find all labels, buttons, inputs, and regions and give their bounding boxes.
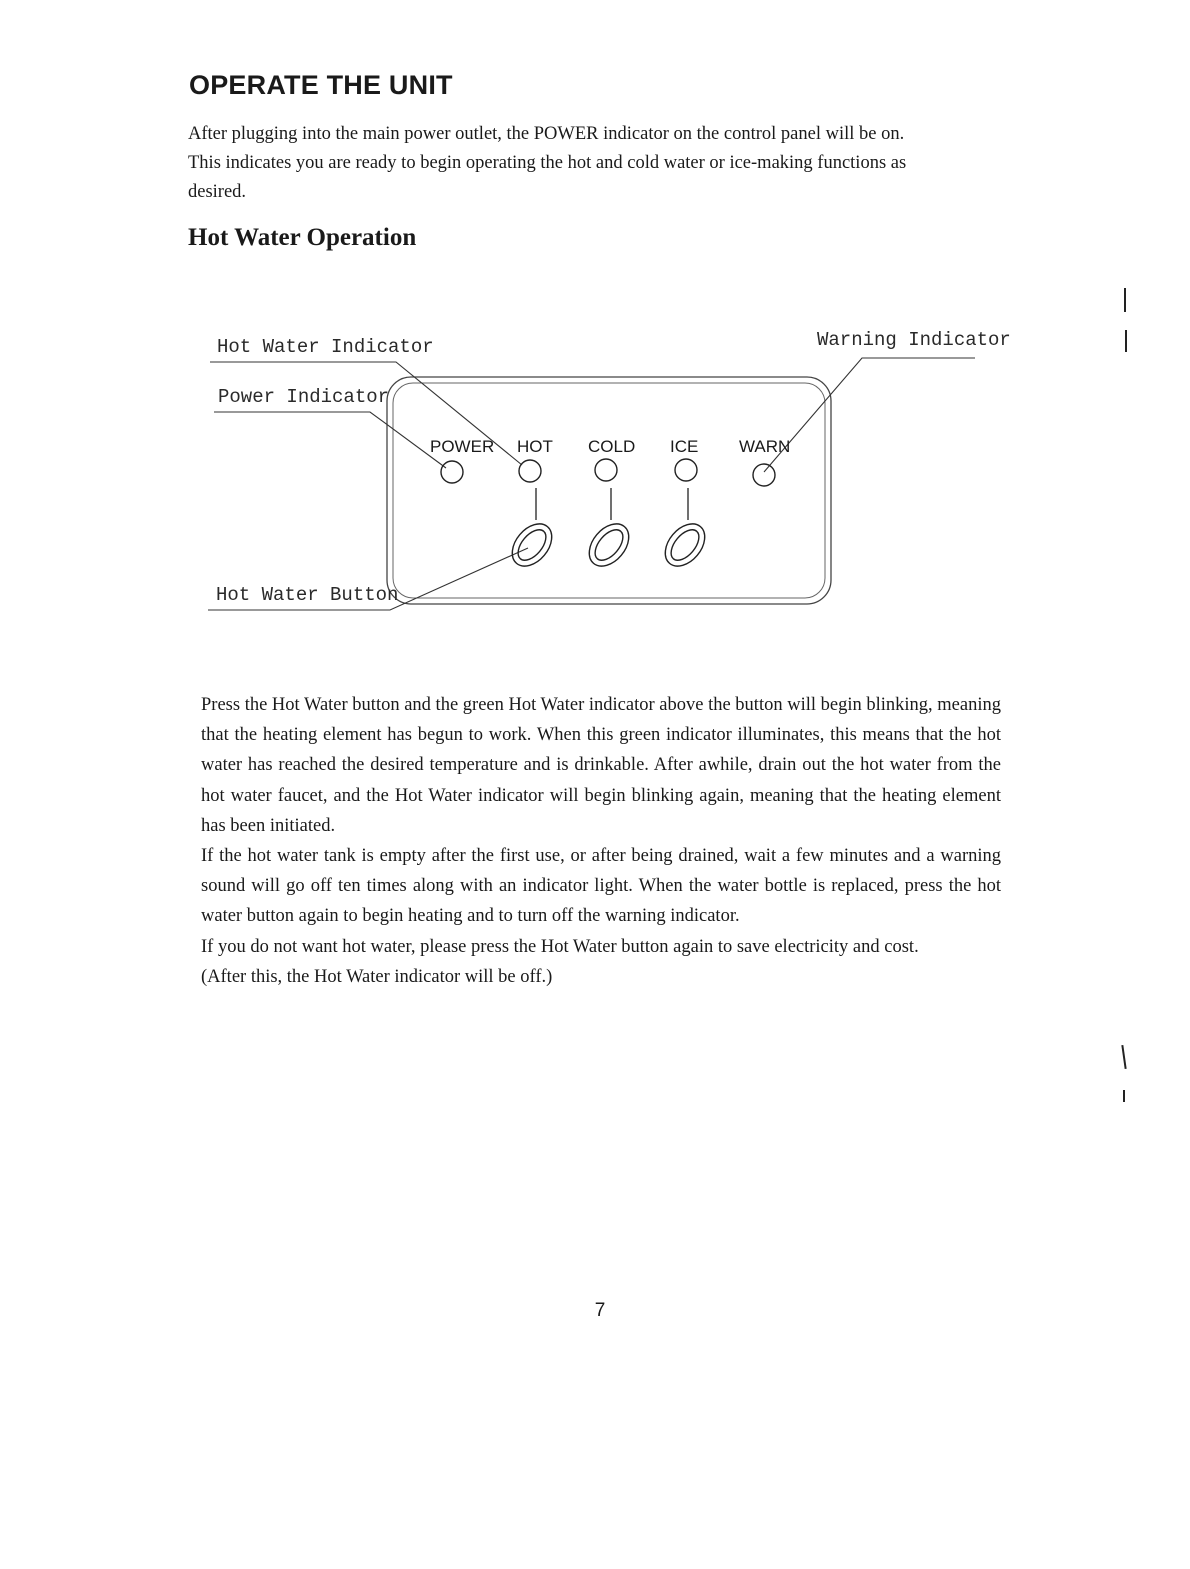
scan-mark bbox=[1125, 330, 1127, 352]
ice-button bbox=[657, 516, 712, 573]
power-indicator-light bbox=[441, 461, 463, 483]
section-title: Hot Water Operation bbox=[188, 224, 417, 251]
body-paragraph: (After this, the Hot Water indicator will be off.) bbox=[201, 966, 553, 987]
intro-line: This indicates you are ready to begin operating the hot and cold water or ice-making functions as bbox=[188, 153, 907, 173]
control-panel-inner-outline bbox=[393, 383, 825, 598]
panel-label-ice: ICE bbox=[670, 437, 699, 456]
panel-label-warn: WARN bbox=[739, 437, 791, 456]
callout-hot-water-indicator: Hot Water Indicator bbox=[217, 336, 434, 358]
leader-warning-indicator bbox=[764, 358, 975, 472]
hot-water-indicator-light bbox=[519, 460, 541, 482]
cold-water-button bbox=[581, 516, 636, 573]
callout-warning-indicator: Warning Indicator bbox=[817, 329, 1011, 351]
body-paragraph: Press the Hot Water button and the green Hot Water indicator above the button will begin blinking, meaning that the heating element has begun to work. When this green indicator illuminates, this means that the hot water has reached the desired temperature and is drinkable. After awhile, drain out the hot water from the hot water faucet, and the Hot Water indicator will begin blinking again, meaning that the heating element has been initiated. bbox=[201, 695, 1001, 836]
warning-indicator-light bbox=[753, 464, 775, 486]
ice-indicator-light bbox=[675, 459, 697, 481]
panel-label-hot: HOT bbox=[517, 437, 553, 456]
control-panel-outline bbox=[387, 377, 831, 604]
intro-line: desired. bbox=[188, 182, 247, 202]
scan-mark bbox=[1121, 1045, 1126, 1069]
panel-label-cold: COLD bbox=[588, 437, 636, 456]
hot-water-instructions bbox=[201, 690, 1001, 992]
callout-hot-water-button: Hot Water Button bbox=[216, 584, 399, 606]
body-paragraph: If the hot water tank is empty after the first use, or after being drained, wait a few minutes and a warning sound will go off ten times along with an indicator light. When the water bottle is replaced, press the hot water button again to begin heating and to turn off the warning indicator. bbox=[201, 846, 1001, 927]
intro-line: After plugging into the main power outlet, the POWER indicator on the control panel will be on. bbox=[188, 124, 905, 144]
control-panel-diagram bbox=[0, 0, 1190, 700]
callout-power-indicator: Power Indicator bbox=[218, 386, 390, 408]
body-paragraph: If you do not want hot water, please press the Hot Water button again to save electricity and cost. bbox=[201, 936, 919, 957]
page-number: 7 bbox=[594, 1300, 606, 1321]
page-heading: OPERATE THE UNIT bbox=[189, 70, 453, 100]
scan-mark bbox=[1124, 288, 1126, 312]
panel-label-power: POWER bbox=[430, 437, 495, 456]
hot-water-button bbox=[504, 516, 559, 573]
cold-water-indicator-light bbox=[595, 459, 617, 481]
scan-mark bbox=[1123, 1090, 1125, 1102]
leader-power-indicator bbox=[214, 412, 446, 468]
